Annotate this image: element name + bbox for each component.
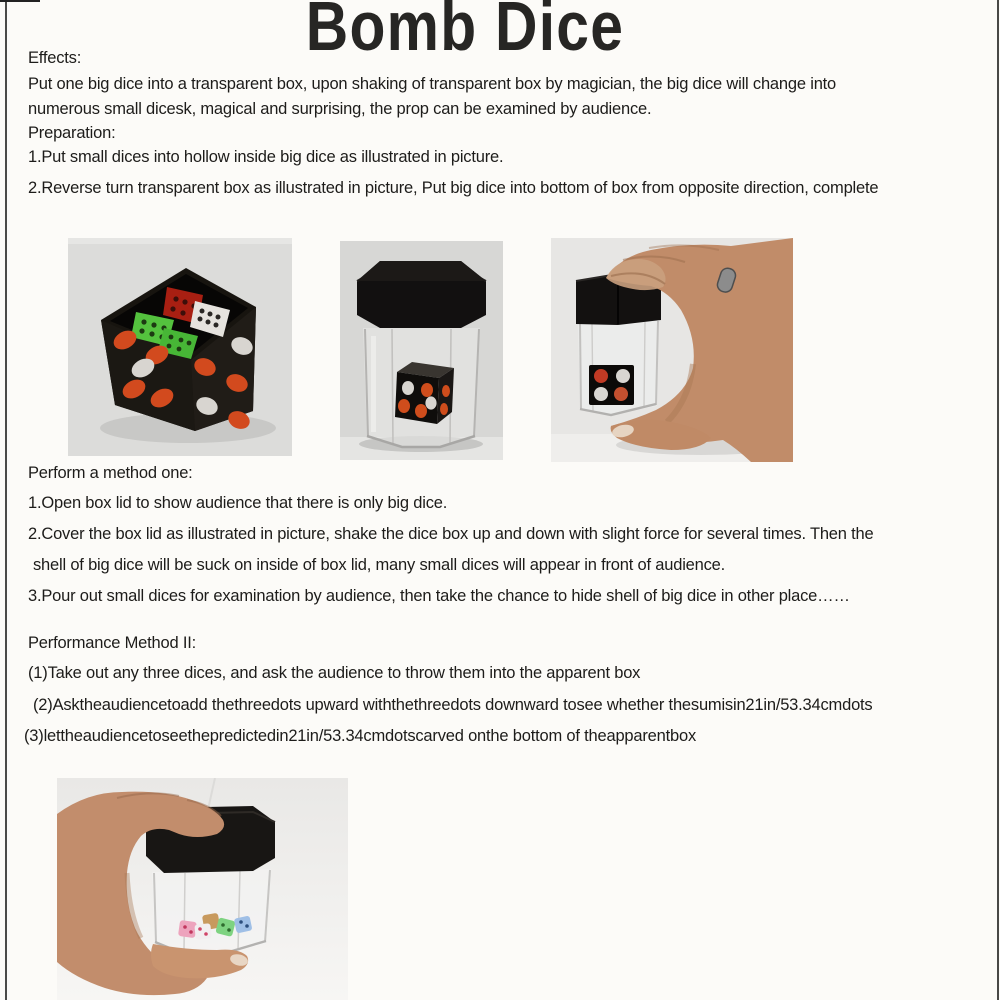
effects-line-1: Put one big dice into a transparent box, upon shaking of transparent box by magician, the big dice will change into: [28, 75, 837, 93]
effects-heading: Effects:: [28, 49, 82, 67]
photo-open-big-dice-art: [68, 238, 292, 456]
photo-open-big-dice: [68, 238, 292, 456]
method-one-step-2b: shell of big dice will be suck on inside of box lid, many small dices will appear in front of audience.: [33, 556, 726, 574]
photo-dice-in-clear-box-art: [340, 241, 503, 460]
box-lid: [357, 261, 486, 328]
clear-box-with-dice: [576, 274, 661, 415]
photo-hand-holding-box-art: [551, 238, 793, 462]
preparation-step-1: 1.Put small dices into hollow inside big dice as illustrated in picture.: [28, 148, 504, 166]
photo-hand-holding-box-small-dice: [57, 778, 348, 1000]
page-right-border: [997, 0, 999, 1000]
page-top-border-fragment: [0, 0, 40, 2]
method-one-heading: Perform a method one:: [28, 464, 193, 482]
preparation-step-2: 2.Reverse turn transparent box as illustrated in picture, Put big dice into bottom of box from opposite direction, complete: [28, 179, 879, 197]
method-one-step-3: 3.Pour out small dices for examination by audience, then take the chance to hide shell of big dice in other place……: [28, 587, 850, 605]
photo-hand-holding-box: [551, 238, 793, 462]
page-left-border: [5, 0, 7, 1000]
page-title: Bomb Dice: [305, 0, 625, 65]
method-two-step-3: (3)lettheaudiencetoseethepredictedin21in/53.34cmdotscarved onthe bottom of theapparentbox: [24, 727, 697, 745]
clear-box-small-dice: [152, 869, 271, 955]
preparation-heading: Preparation:: [28, 124, 116, 142]
photo-dice-in-clear-box: [340, 241, 503, 460]
method-two-step-2: (2)Asktheaudiencetoadd thethreedots upward withthethreedots downward tosee whether thesumisin21in/53.34cmdots: [33, 696, 873, 714]
effects-line-2: numerous small dicesk, magical and surprising, the prop can be examined by audience.: [28, 100, 652, 118]
photo-hand-small-dice-art: [57, 778, 348, 1000]
method-two-step-1: (1)Take out any three dices, and ask the audience to throw them into the apparent box: [28, 664, 641, 682]
method-one-step-1: 1.Open box lid to show audience that there is only big dice.: [28, 494, 448, 512]
method-two-heading: Performance Method II:: [28, 634, 197, 652]
method-one-step-2a: 2.Cover the box lid as illustrated in picture, shake the dice box up and down with slight force for several times. Then the: [28, 525, 874, 543]
big-dice-in-box: [395, 362, 454, 424]
